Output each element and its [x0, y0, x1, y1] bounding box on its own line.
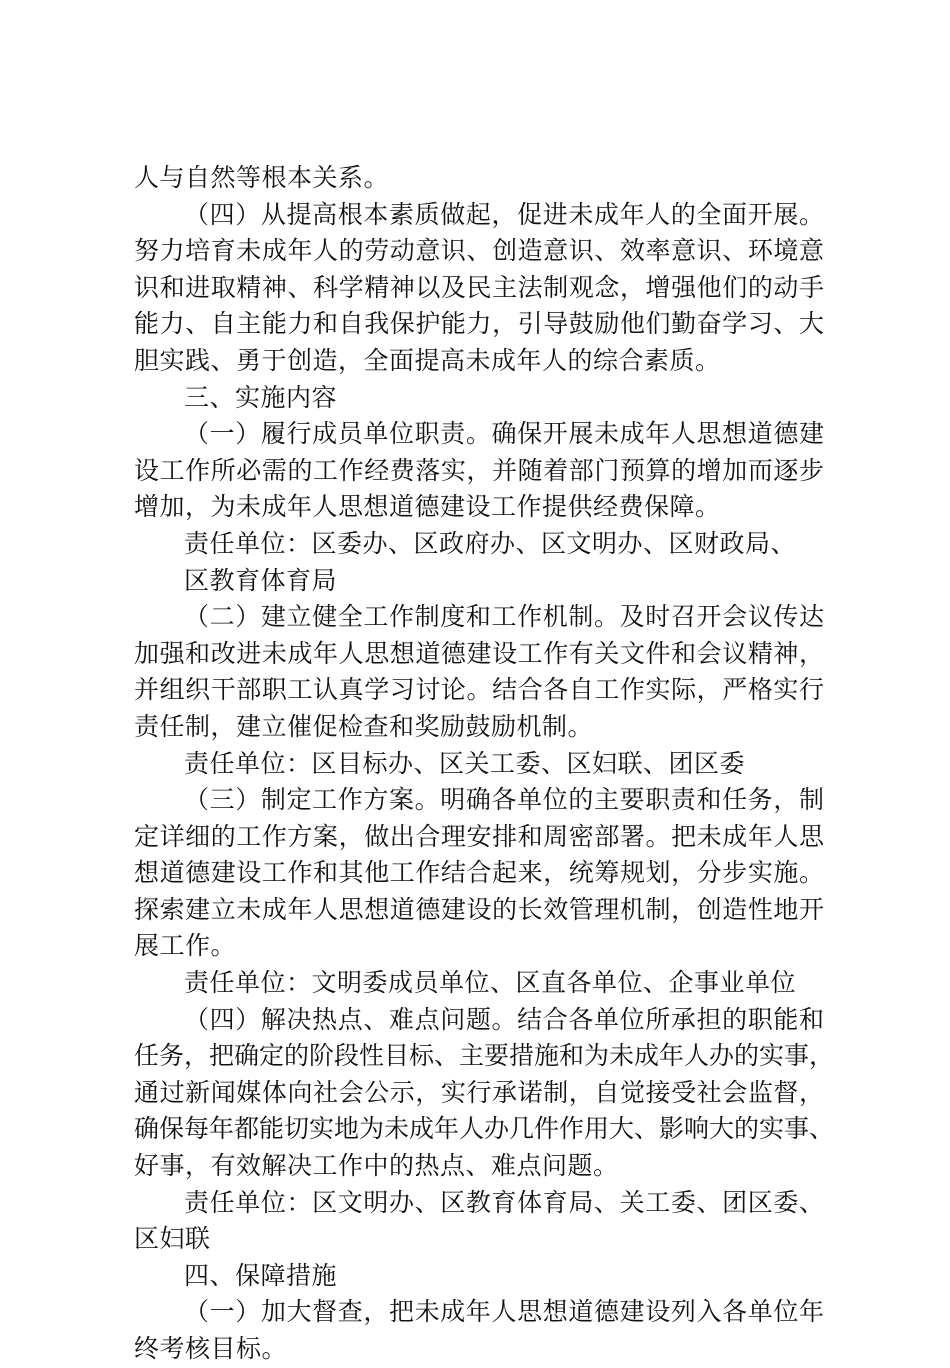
paragraph-heading-1b: （一）加大督查，把未成年人思想道德建设列入各单位年 [184, 1297, 824, 1327]
text-line: 责任制，建立催促检查和奖励鼓励机制。 [134, 711, 594, 741]
responsible-units-cont: 区妇联 [134, 1224, 211, 1254]
text-line: 人与自然等根本关系。 [134, 163, 390, 192]
text-line: 识和进取精神、科学精神以及民主法制观念，增强他们的动手 [134, 272, 824, 302]
section-heading-4: 四、保障措施 [184, 1260, 338, 1290]
text-line: 终考核目标。 [134, 1334, 288, 1363]
text-line: 通过新闻媒体向社会公示，实行承诺制，自觉接受社会监督， [134, 1077, 824, 1107]
paragraph-heading-1: （一）履行成员单位职责。确保开展未成年人思想道德建 [184, 419, 824, 449]
text-line: 好事，有效解决工作中的热点、难点问题。 [134, 1151, 619, 1181]
text-line: 增加，为未成年人思想道德建设工作提供经费保障。 [134, 492, 721, 522]
document-body [134, 160, 835, 1368]
responsible-units: 责任单位：区文明办、区教育体育局、关工委、团区委、 [184, 1187, 824, 1217]
text-line: 想道德建设工作和其他工作结合起来，统筹规划，分步实施。 [134, 858, 824, 888]
text-line: 并组织干部职工认真学习讨论。结合各自工作实际，严格实行 [134, 675, 824, 705]
text-line: 定详细的工作方案，做出合理安排和周密部署。把未成年人思 [134, 821, 824, 851]
text-line: 展工作。 [134, 931, 237, 961]
text-line: 任务，把确定的阶段性目标、主要措施和为未成年人办的实事， [134, 1041, 835, 1071]
paragraph-heading-4b: （四）解决热点、难点问题。结合各单位所承担的职能和 [184, 1004, 824, 1034]
responsible-units: 责任单位：区目标办、区关工委、区妇联、团区委 [184, 748, 746, 778]
text-line: 探索建立未成年人思想道德建设的长效管理机制，创造性地开 [134, 894, 824, 924]
text-line: 努力培育未成年人的劳动意识、创造意识、效率意识、环境意 [134, 236, 824, 266]
paragraph-heading-2: （二）建立健全工作制度和工作机制。及时召开会议传达 [184, 602, 824, 632]
responsible-units-cont: 区教育体育局 [184, 565, 338, 595]
text-line: 胆实践、勇于创造，全面提高未成年人的综合素质。 [134, 345, 721, 375]
responsible-units: 责任单位：文明委成员单位、区直各单位、企事业单位 [184, 968, 797, 998]
section-heading-3: 三、实施内容 [184, 382, 338, 412]
paragraph-heading-4: （四）从提高根本素质做起，促进未成年人的全面开展。 [184, 199, 824, 229]
text-line: 设工作所必需的工作经费落实，并随着部门预算的增加而逐步 [134, 455, 824, 485]
text-line: 能力、自主能力和自我保护能力，引导鼓励他们勤奋学习、大 [134, 309, 824, 339]
paragraph-heading-3: （三）制定工作方案。明确各单位的主要职责和任务，制 [184, 785, 824, 815]
responsible-units: 责任单位：区委办、区政府办、区文明办、区财政局、 [184, 528, 797, 558]
text-line: 加强和改进未成年人思想道德建设工作有关文件和会议精神， [134, 638, 824, 668]
text-line: 确保每年都能切实地为未成年人办几件作用大、影响大的实事、 [134, 1114, 835, 1144]
